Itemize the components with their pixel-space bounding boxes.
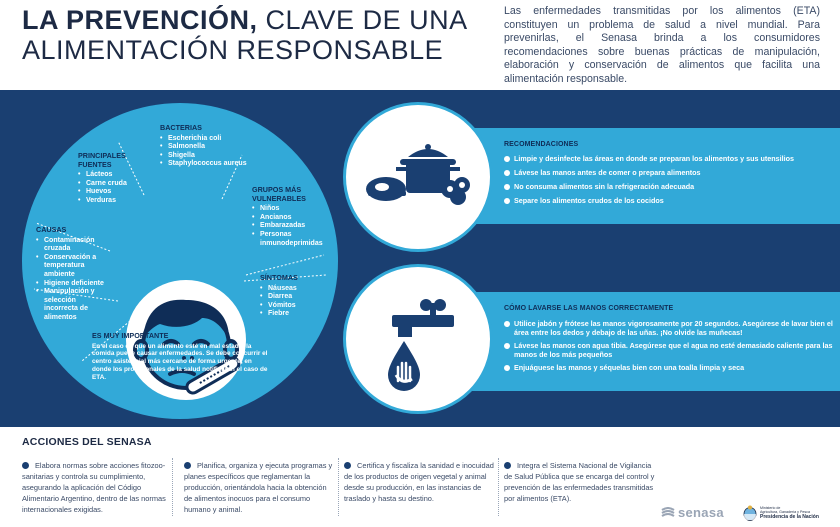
faucet-icon — [346, 267, 490, 411]
ministerio-text — [760, 506, 819, 521]
title-line2: ALIMENTACIÓN RESPONSABLE — [22, 35, 444, 65]
page-title — [22, 6, 482, 65]
coat-of-arms-icon — [743, 505, 757, 521]
recomendaciones-title: RECOMENDACIONES — [504, 141, 579, 148]
list-item: Separe los alimentos crudos de los cocidos — [504, 196, 836, 205]
list-item: • Diarrea — [260, 293, 320, 302]
causas-section — [36, 226, 106, 323]
principales-title: PRINCIPALES FUENTES — [78, 151, 126, 169]
list-item: • Escherichia coli — [160, 135, 260, 144]
ministerio-logo — [743, 505, 819, 521]
list-item: • Salmonella — [160, 143, 260, 152]
accion-text: Certifica y fiscaliza la sanidad e inocuidad de los productos de origen vegetal y animal desde su producción, en las instancias de traslado y hasta su destino. — [344, 461, 494, 503]
sintomas-section — [260, 274, 320, 319]
causas-title: CAUSAS — [36, 225, 67, 234]
divider — [498, 458, 499, 516]
list-item: • Niños — [252, 205, 328, 214]
list-item: • Contaminación cruzada — [36, 237, 106, 254]
bullet-icon — [344, 462, 351, 469]
accion-item — [344, 460, 494, 504]
list-item: • Manipulación y selección incorrecta de alimentos — [36, 288, 106, 322]
accion-item — [22, 460, 176, 515]
presidencia-text: Presidencia de la Nación — [760, 514, 819, 521]
list-item: Limpie y desinfecte las áreas en donde se preparan los alimentos y sus utensilios — [504, 154, 836, 163]
title-rest: CLAVE DE UNA — [257, 5, 468, 35]
list-item: • Personas inmunodeprimidas — [252, 231, 328, 248]
acciones-title: ACCIONES DEL SENASA — [22, 436, 152, 448]
senasa-logo-icon — [661, 507, 675, 519]
list-item: • Shigella — [160, 152, 260, 161]
accion-item — [184, 460, 334, 515]
grupos-section — [252, 186, 328, 248]
accion-text: Planifica, organiza y ejecuta programas y planes específicos que reglamentan la producción, orientándola hacia la obtención de alimentos inocuos para el consumo humano y animal. — [184, 461, 333, 514]
recomendaciones-list — [504, 154, 836, 205]
importante-title: ES MUY IMPORTANTE — [92, 331, 169, 340]
accion-item — [504, 460, 656, 504]
divider — [172, 458, 173, 516]
bullet-icon — [504, 462, 511, 469]
list-item: • Staphylococcus aureus — [160, 160, 260, 169]
list-item: Utilice jabón y frótese las manos vigorosamente por 20 segundos. Asegúrese de lavar bien el área entre los dedos y debajo de las uñas. ¡No olvide las muñecas! — [504, 319, 836, 337]
grupos-title: GRUPOS MÁS VULNERABLES — [252, 185, 306, 203]
list-item: • Ancianos — [252, 214, 328, 223]
accion-text: Elabora normas sobre acciones fitozoo-sanitarias y controla su cumplimiento, asegurando la aplicación del Código Alimentario Argentino, dentro de las normas internacionales exigidas. — [22, 461, 166, 514]
ministerio-small: Ministerio de — [760, 505, 781, 510]
list-item: • Fiebre — [260, 310, 320, 319]
list-item: • Higiene deficiente — [36, 280, 106, 289]
senasa-logo-text: senasa — [678, 505, 724, 520]
title-bold: LA PREVENCIÓN, — [22, 5, 258, 35]
intro-text: Las enfermedades transmitidas por los alimentos (ETA) constituyen un problema de salud a nivel mundial. Para prevenirlas, el Senasa brinda a los consumidores recomendaciones sobre buenas prácticas de manipulación, elaboración y conservación de alimentos que facilita una alimentación responsable. — [504, 5, 820, 85]
bullet-icon — [184, 462, 191, 469]
bacterias-section — [160, 124, 260, 169]
list-item: • Huevos — [78, 188, 138, 197]
importante-text: En el caso de que un alimento esté en mal estado, la comida puede causar enfermedades. Se debe concurrir el centro asistencial más cercano de forma urgente, en donde los profesionales de la salud notificarán el caso de ETA. — [92, 342, 268, 381]
accion-text: Integra el Sistema Nacional de Vigilancia de Salud Pública que se encarga del control y prevención de las enfermedades transmitidas por alimentos (ETA). — [504, 461, 655, 503]
senasa-logo — [661, 505, 724, 520]
lavado-title: CÓMO LAVARSE LAS MANOS CORRECTAMENTE — [504, 305, 674, 312]
list-item: • Embarazadas — [252, 222, 328, 231]
principales-section — [78, 152, 138, 206]
list-item: • Conservación a temperatura ambiente — [36, 254, 106, 280]
food-icon — [346, 105, 490, 249]
sintomas-title: SÍNTOMAS — [260, 273, 298, 282]
list-item: Lávese las manos con agua tibia. Asegúrese que el agua no esté demasiado caliente para las manos de los más pequeños — [504, 341, 836, 359]
lavado-list — [504, 319, 836, 372]
list-item: • Lácteos — [78, 171, 138, 180]
ministerio-line: Agricultura, Ganadería y Pesca — [760, 510, 810, 514]
list-item: Enjuáguese las manos y séquelas bien con una toalla limpia y seca — [504, 363, 836, 372]
list-item: • Vómitos — [260, 302, 320, 311]
list-item: • Carne cruda — [78, 180, 138, 189]
list-item: • Náuseas — [260, 285, 320, 294]
bacterias-title: BACTERIAS — [160, 123, 202, 132]
bullet-icon — [22, 462, 29, 469]
list-item: No consuma alimentos sin la refrigeración adecuada — [504, 182, 836, 191]
importante-section — [92, 332, 272, 382]
list-item: Lávese las manos antes de comer o prepara alimentos — [504, 168, 836, 177]
divider — [338, 458, 339, 516]
faucet-icon-circle — [343, 264, 493, 414]
food-icon-circle — [343, 102, 493, 252]
list-item: • Verduras — [78, 197, 138, 206]
